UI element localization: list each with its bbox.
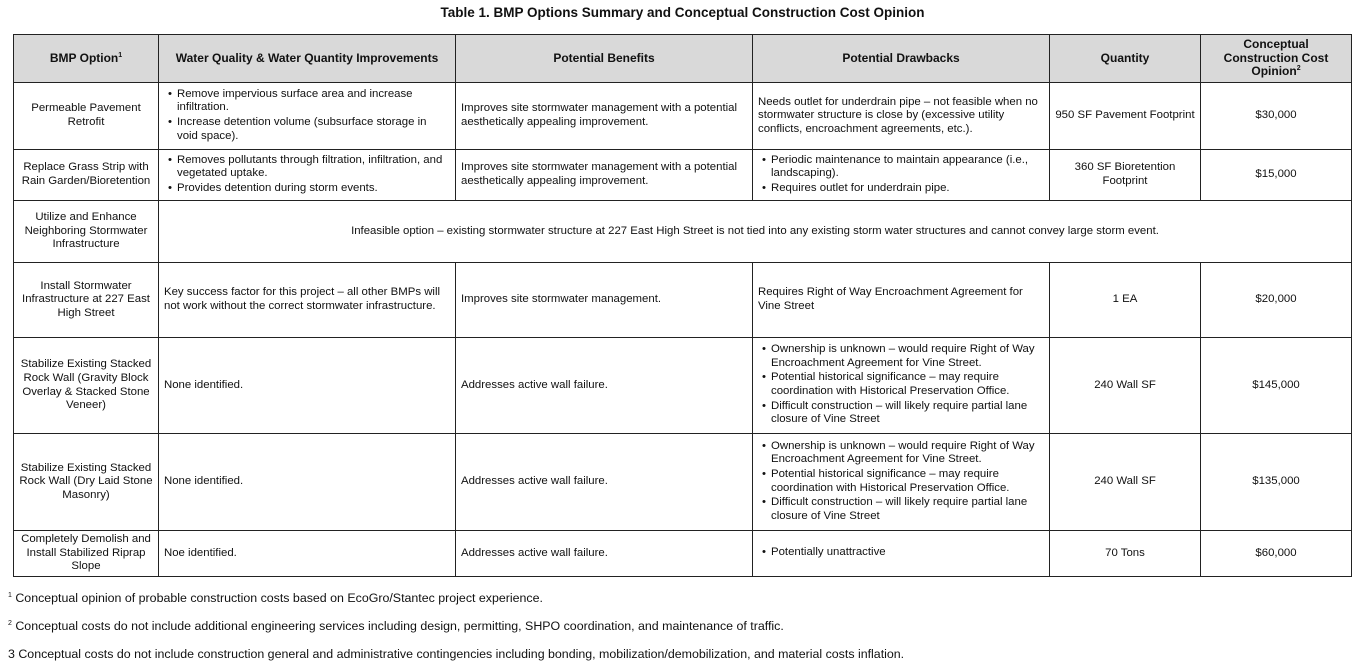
table-row (14, 434, 1352, 531)
list-item: • Provides detention during storm events. (177, 182, 450, 197)
list-item: • Removes pollutants through filtration, infiltration, and vegetated uptake. (177, 154, 450, 182)
drawbacks-cell (753, 434, 1050, 531)
benefits-cell: Addresses active wall failure. (456, 434, 753, 531)
water-quality-cell: Key success factor for this project – all other BMPs will not work without the correct stormwater infrastructure. (159, 263, 456, 338)
cost-cell: $135,000 (1201, 434, 1352, 531)
footnote-1: $^1$ Conceptual opinion of probable construction costs based on EcoGro/Stantec project experience. (8, 591, 543, 605)
list-item: • Potential historical significance – may require coordination with Historical Preservation Office. (771, 371, 1044, 399)
header-bmp-option: BMP Option$^1$ (14, 35, 159, 83)
list-item: • Increase detention volume (subsurface storage in void space). (177, 116, 450, 144)
table-row (14, 83, 1352, 150)
bmp-options-table (13, 34, 1352, 577)
list-item: • Remove impervious surface area and increase infiltration. (177, 88, 450, 116)
quantity-cell: 360 SF Bioretention Footprint (1050, 150, 1201, 201)
table-title: Table 1. BMP Options Summary and Conceptual Construction Cost Opinion (440, 5, 925, 20)
benefits-cell: Improves site stormwater management with a potential aesthetically appealing improvement. (456, 83, 753, 150)
header-benefits: Potential Benefits (456, 35, 753, 83)
bmp-option-cell: Stabilize Existing Stacked Rock Wall (Gravity Block Overlay & Stacked Stone Veneer) (14, 338, 159, 434)
list-item: • Difficult construction – will likely require partial lane closure of Vine Street (771, 496, 1044, 524)
drawbacks-cell: Requires Right of Way Encroachment Agreement for Vine Street (753, 263, 1050, 338)
drawbacks-cell: Needs outlet for underdrain pipe – not feasible when no stormwater structure is close by (excessive utility conflicts, encroachment agreements, etc.). (753, 83, 1050, 150)
table-row (14, 201, 1352, 263)
cost-cell: $60,000 (1201, 531, 1352, 577)
drawbacks-cell (753, 531, 1050, 577)
header-cost: Conceptual Construction Cost Opinion$^2$ (1201, 35, 1352, 83)
quantity-cell: 950 SF Pavement Footprint (1050, 83, 1201, 150)
table-row (14, 531, 1352, 577)
cost-cell: $15,000 (1201, 150, 1352, 201)
bmp-option-cell: Install Stormwater Infrastructure at 227 East High Street (14, 263, 159, 338)
footnote-2: $^2$ Conceptual costs do not include additional engineering services including design, permitting, SHPO coordination, and maintenance of traffic. (8, 619, 784, 633)
benefits-cell: Addresses active wall failure. (456, 338, 753, 434)
bmp-option-cell: Utilize and Enhance Neighboring Stormwater Infrastructure (14, 201, 159, 263)
list-item: • Difficult construction – will likely require partial lane closure of Vine Street (771, 400, 1044, 428)
quantity-cell: 240 Wall SF (1050, 338, 1201, 434)
benefits-cell: Improves site stormwater management. (456, 263, 753, 338)
water-quality-cell: Noe identified. (159, 531, 456, 577)
table-row (14, 263, 1352, 338)
drawbacks-cell (753, 338, 1050, 434)
cost-cell: $30,000 (1201, 83, 1352, 150)
cost-cell: $145,000 (1201, 338, 1352, 434)
water-quality-cell: None identified. (159, 338, 456, 434)
list-item: • Potentially unattractive (771, 546, 1044, 561)
water-quality-cell (159, 150, 456, 201)
header-water-quality: Water Quality & Water Quantity Improvements (159, 35, 456, 83)
list-item: • Ownership is unknown – would require Right of Way Encroachment Agreement for Vine Street. (771, 440, 1044, 468)
quantity-cell: 70 Tons (1050, 531, 1201, 577)
table-row (14, 150, 1352, 201)
benefits-cell: Improves site stormwater management with a potential aesthetically appealing improvement. (456, 150, 753, 201)
header-drawbacks: Potential Drawbacks (753, 35, 1050, 83)
bmp-option-cell: Completely Demolish and Install Stabilized Riprap Slope (14, 531, 159, 577)
list-item: • Potential historical significance – may require coordination with Historical Preservation Office. (771, 468, 1044, 496)
infeasible-note-cell: Infeasible option – existing stormwater structure at 227 East High Street is not tied into any existing storm water structures and cannot convey large storm event. (159, 201, 1352, 263)
header-quantity: Quantity (1050, 35, 1201, 83)
table-row (14, 338, 1352, 434)
list-item: • Requires outlet for underdrain pipe. (771, 182, 1044, 197)
header-row (14, 35, 1352, 83)
quantity-cell: 1 EA (1050, 263, 1201, 338)
drawbacks-cell (753, 150, 1050, 201)
bmp-option-cell: Stabilize Existing Stacked Rock Wall (Dry Laid Stone Masonry) (14, 434, 159, 531)
list-item: • Periodic maintenance to maintain appearance (i.e., landscaping). (771, 154, 1044, 182)
quantity-cell: 240 Wall SF (1050, 434, 1201, 531)
cost-cell: $20,000 (1201, 263, 1352, 338)
water-quality-cell: None identified. (159, 434, 456, 531)
bmp-option-cell: Replace Grass Strip with Rain Garden/Bioretention (14, 150, 159, 201)
footnote-3: 3 Conceptual costs do not include construction general and administrative contingencies including bonding, mobilization/demobilization, and material costs inflation. (8, 647, 905, 661)
benefits-cell: Addresses active wall failure. (456, 531, 753, 577)
bmp-option-cell: Permeable Pavement Retrofit (14, 83, 159, 150)
water-quality-cell (159, 83, 456, 150)
list-item: • Ownership is unknown – would require Right of Way Encroachment Agreement for Vine Street. (771, 343, 1044, 371)
